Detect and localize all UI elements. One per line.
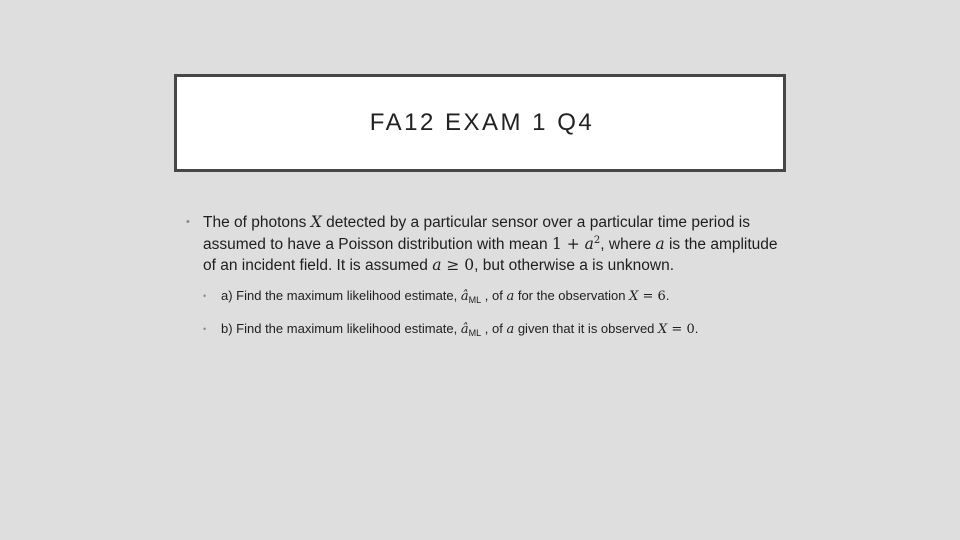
sub-bullet-a bbox=[203, 286, 786, 310]
text-segment: . bbox=[694, 320, 699, 336]
text-segment: is the amplitude of an incident field. It is assumed bbox=[203, 235, 778, 274]
sub-bullet-marker: • bbox=[203, 323, 207, 334]
math-estimator: â bbox=[460, 321, 469, 337]
title-box bbox=[174, 74, 786, 172]
math-estimator-subscript: ML bbox=[468, 294, 482, 305]
sub-bullet-list bbox=[186, 286, 786, 343]
math-observation: = 6 bbox=[638, 288, 666, 304]
slide-body bbox=[186, 212, 786, 352]
math-var-X: X bbox=[658, 321, 668, 337]
math-var-X: X bbox=[629, 288, 639, 304]
sub-bullet-marker: • bbox=[203, 290, 207, 301]
math-observation: = 0 bbox=[667, 321, 695, 337]
bullet-marker: • bbox=[186, 216, 190, 228]
text-segment: , of bbox=[481, 287, 507, 303]
text-segment: , where bbox=[600, 235, 656, 253]
text-segment: given that it is observed bbox=[514, 320, 659, 336]
math-mean-var: a bbox=[584, 234, 594, 253]
slide-title: FA12 EXAM 1 Q4 bbox=[369, 109, 595, 136]
text-segment: , but otherwise a is unknown. bbox=[474, 257, 675, 274]
text-segment: for the observation bbox=[514, 287, 630, 303]
text-segment: The of photons bbox=[203, 214, 311, 231]
math-mean-base: 1 + bbox=[551, 234, 585, 253]
math-var-X: X bbox=[310, 213, 322, 231]
text-segment: , of bbox=[481, 320, 507, 336]
math-estimator: â bbox=[460, 288, 469, 304]
math-var-a: a bbox=[506, 288, 515, 304]
math-condition: ≥ 0 bbox=[441, 256, 475, 274]
text-segment: . bbox=[665, 287, 670, 303]
main-bullet-text bbox=[203, 212, 786, 277]
text-segment: a) Find the maximum likelihood estimate, bbox=[221, 287, 461, 303]
text-segment: b) Find the maximum likelihood estimate, bbox=[221, 320, 461, 336]
main-bullet bbox=[186, 212, 786, 277]
math-var-a: a bbox=[506, 321, 515, 337]
math-mean-exponent: 2 bbox=[593, 234, 601, 246]
math-var-a: a bbox=[655, 234, 665, 253]
math-var-a: a bbox=[432, 256, 442, 274]
text-segment: detected by a particular sensor over a particular time period is assumed to have a Poisson distribution with mean bbox=[203, 214, 750, 253]
sub-bullet-b bbox=[203, 319, 786, 343]
math-estimator-subscript: ML bbox=[468, 327, 482, 338]
